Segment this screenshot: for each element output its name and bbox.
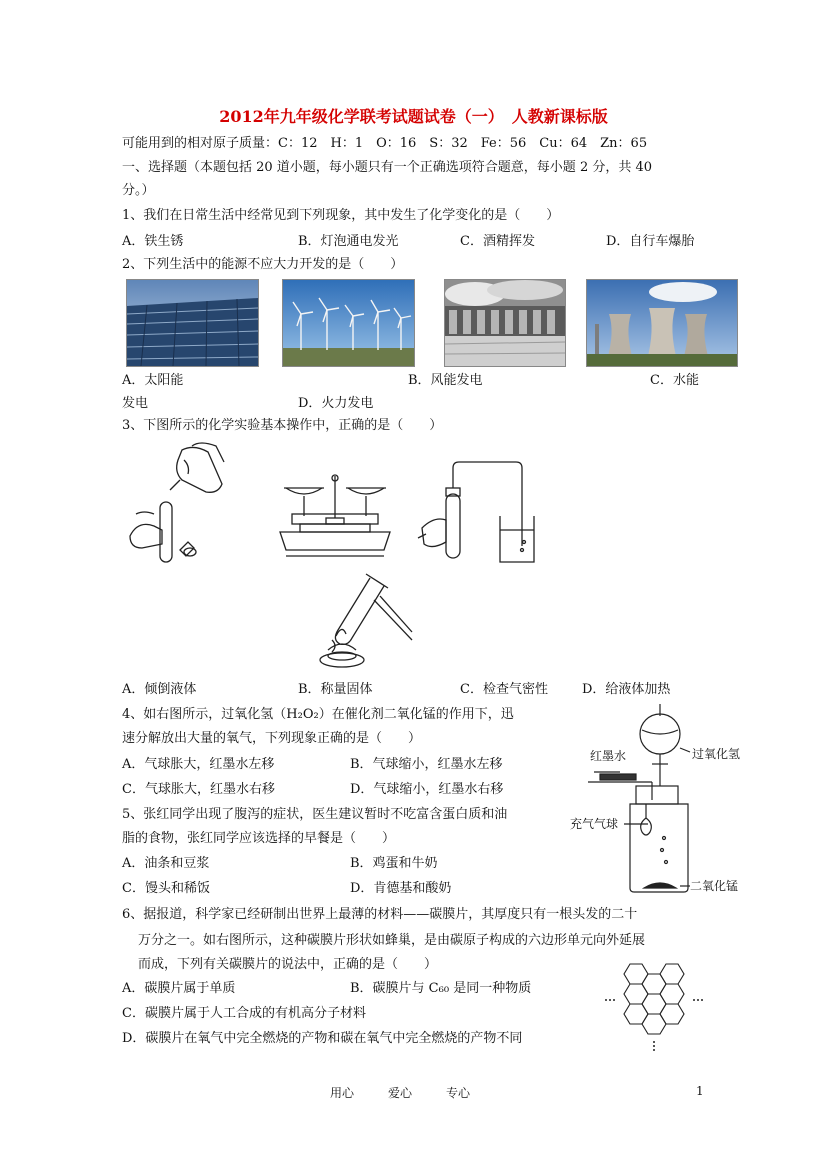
q6-option-a: A．碳膜片属于单质 <box>122 981 236 996</box>
q5-stem-line2: 脂的食物，张红同学应该选择的早餐是（ ） <box>122 831 396 846</box>
q3-option-b: B．称量固体 <box>298 682 373 697</box>
q2-option-c-cont: 发电 <box>122 396 149 411</box>
heat-liquid-figure <box>308 570 414 674</box>
label-balloon: 充气气球 <box>570 817 619 831</box>
q4-option-a: A．气球胀大，红墨水左移 <box>122 757 275 772</box>
q4-stem-line1: 4、如右图所示，过氧化氢（H₂O₂）在催化剂二氧化锰的作用下，迅 <box>122 707 514 722</box>
q2-option-d: D．火力发电 <box>298 396 374 411</box>
q1-option-c: C．酒精挥发 <box>460 234 535 249</box>
page-number: 1 <box>696 1084 704 1098</box>
q5-option-b: B．鸡蛋和牛奶 <box>350 856 438 871</box>
pour-liquid-figure <box>122 440 230 568</box>
q1-option-b: B．灯泡通电发光 <box>298 234 399 249</box>
q6-stem-line3: 而成，下列有关碳膜片的说法中，正确的是（ ） <box>138 957 438 972</box>
q6-option-b: B．碳膜片与 C₆₀ 是同一种物质 <box>350 981 532 996</box>
footer-text-3: 专心 <box>446 1086 471 1100</box>
hydro-dam-photo <box>444 279 566 367</box>
q3-option-a: A．倾倒液体 <box>122 682 197 697</box>
section-heading: 一、选择题（本题包括 20 道小题，每小题只有一个正确选项符合题意，每小题 2 分，共 40 <box>122 160 653 175</box>
q2-option-c: C．水能 <box>650 373 699 388</box>
q1-option-a: A．铁生锈 <box>122 234 184 249</box>
label-h2o2: 过氧化氢 <box>692 747 741 761</box>
q2-option-b: B．风能发电 <box>408 373 483 388</box>
q6-option-c: C．碳膜片属于人工合成的有机高分子材料 <box>122 1006 366 1021</box>
q3-option-c: C．检查气密性 <box>460 682 548 697</box>
page-title: 2012年九年级化学联考试题试卷（一） 人教新课标版 <box>219 107 608 126</box>
q4-option-d: D．气球缩小，红墨水右移 <box>350 782 504 797</box>
q1-stem: 1、我们在日常生活中经常见到下列现象，其中发生了化学变化的是（ ） <box>122 208 560 223</box>
section-heading-cont: 分。） <box>122 183 155 198</box>
q2-option-a: A．太阳能 <box>122 373 184 388</box>
q5-option-d: D．肯德基和酸奶 <box>350 881 452 896</box>
q5-option-c: C．馒头和稀饭 <box>122 881 210 896</box>
balance-scale-figure <box>276 470 394 562</box>
q3-option-d: D．给液体加热 <box>582 682 671 697</box>
q5-stem-line1: 5、张红同学出现了腹泻的症状，医生建议暂时不吃富含蛋白质和油 <box>122 807 508 822</box>
airtightness-check-figure <box>416 458 546 568</box>
q4-option-c: C．气球胀大，红墨水右移 <box>122 782 275 797</box>
wind-turbine-photo <box>282 279 415 367</box>
solar-panel-photo <box>126 279 259 367</box>
q2-stem: 2、下列生活中的能源不应大力开发的是（ ） <box>122 257 404 272</box>
q6-stem-line2: 万分之一。如右图所示，这种碳膜片形状如蜂巢，是由碳原子构成的六边形单元向外延展 <box>138 933 646 948</box>
atomic-masses: 可能用到的相对原子质量：C：12 H：1 O：16 S：32 Fe：56 Cu：64 Zn：65 <box>122 136 648 151</box>
q4-option-b: B．气球缩小，红墨水左移 <box>350 757 503 772</box>
honeycomb-graphene-figure <box>600 956 710 1056</box>
footer-text-2: 爱心 <box>388 1086 413 1100</box>
q6-option-d: D．碳膜片在氧气中完全燃烧的产物和碳在氧气中完全燃烧的产物不同 <box>122 1031 523 1046</box>
q5-option-a: A．油条和豆浆 <box>122 856 210 871</box>
thermal-power-plant-photo <box>586 279 738 367</box>
q3-stem: 3、下图所示的化学实验基本操作中，正确的是（ ） <box>122 418 443 433</box>
q1-option-d: D．自行车爆胎 <box>606 234 695 249</box>
q6-stem-line1: 6、据报道，科学家已经研制出世界上最薄的材料——碳膜片，其厚度只有一根头发的二十 <box>122 907 638 922</box>
label-red-ink: 红墨水 <box>590 749 627 763</box>
footer-text-1: 用心 <box>330 1086 355 1100</box>
q4-stem-line2: 速分解放出大量的氧气，下列现象正确的是（ ） <box>122 731 422 746</box>
h2o2-apparatus-figure <box>580 702 745 898</box>
label-mno2: 二氧化锰 <box>690 879 739 893</box>
